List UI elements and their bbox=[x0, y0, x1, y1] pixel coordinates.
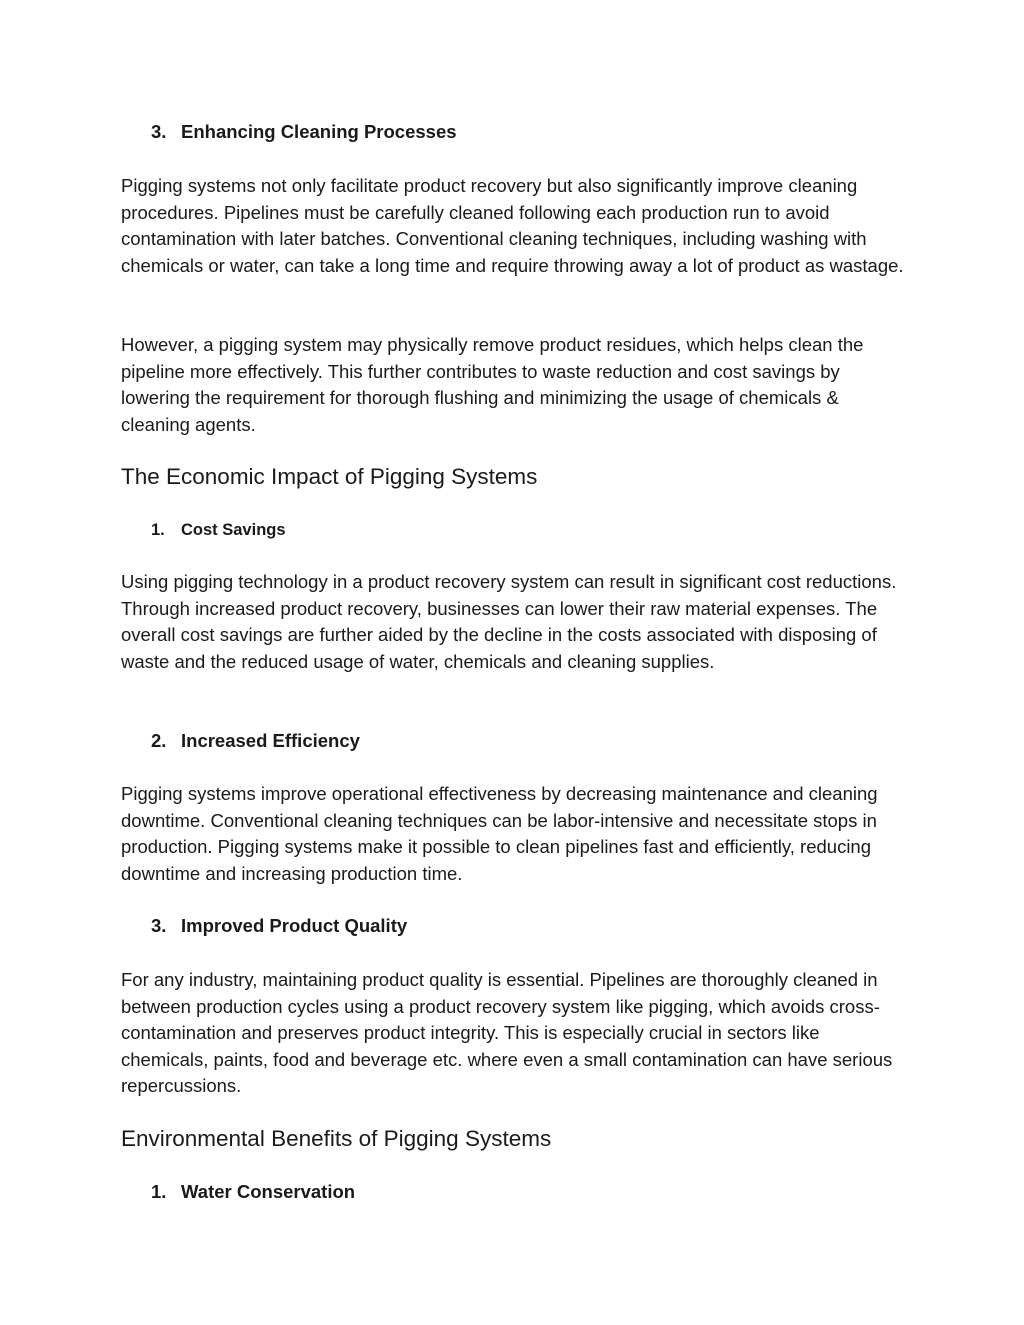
list-item-cost-savings bbox=[151, 518, 286, 542]
paragraph-cost-savings: Using pigging technology in a product recovery system can result in significant cost reductions. Through increased product recovery, businesses can lower their raw material expenses. The overall cost savings are further aided by the decline in the costs associated with disposing of waste and the reduced usage of water, chemicals and cleaning supplies. bbox=[121, 571, 897, 672]
list-number: 1. bbox=[151, 1181, 167, 1202]
paragraph-increased-efficiency: Pigging systems improve operational effectiveness by decreasing maintenance and cleaning downtime. Conventional cleaning techniques can be labor-intensive and necessitate stops in production. Pigging systems make it possible to clean pipelines fast and efficiently, reducing downtime and increasing production time. bbox=[121, 783, 878, 884]
list-heading-text: Enhancing Cleaning Processes bbox=[181, 121, 457, 142]
list-item-improved-quality bbox=[151, 914, 407, 938]
heading-environmental-benefits: Environmental Benefits of Pigging Systems bbox=[121, 1126, 552, 1151]
list-item-water-conservation bbox=[151, 1180, 355, 1204]
heading-economic-impact: The Economic Impact of Pigging Systems bbox=[121, 464, 538, 489]
list-number: 2. bbox=[151, 730, 167, 751]
list-number: 3. bbox=[151, 915, 167, 936]
list-item-increased-efficiency bbox=[151, 729, 360, 753]
paragraph-improved-quality: For any industry, maintaining product quality is essential. Pipelines are thoroughly cleaned in between production cycles using a product recovery system like pigging, which avoids cross-contamination and preserves product integrity. This is especially crucial in sectors like chemicals, paints, food and beverage etc. where even a small contamination can have serious repercussions. bbox=[121, 969, 893, 1096]
list-number: 3. bbox=[151, 121, 167, 142]
paragraph-cleaning-2: However, a pigging system may physically remove product residues, which helps clean the pipeline more effectively. This further contributes to waste reduction and cost savings by lowering the requirement for thorough flushing and minimizing the usage of chemicals & cleaning agents. bbox=[121, 334, 864, 435]
list-heading-text: Cost Savings bbox=[181, 521, 286, 539]
list-heading-text: Water Conservation bbox=[181, 1181, 356, 1202]
list-heading-text: Increased Efficiency bbox=[181, 730, 360, 751]
paragraph-cleaning-1: Pigging systems not only facilitate product recovery but also significantly improve cleaning procedures. Pipelines must be carefully cleaned following each production run to avoid contamination with later batches. Conventional cleaning techniques, including washing with chemicals or water, can take a long time and require throwing away a lot of product as wastage. bbox=[121, 175, 904, 276]
list-number: 1. bbox=[151, 521, 165, 539]
section-heading-enhancing-cleaning bbox=[151, 120, 457, 144]
list-heading-text: Improved Product Quality bbox=[181, 915, 408, 936]
